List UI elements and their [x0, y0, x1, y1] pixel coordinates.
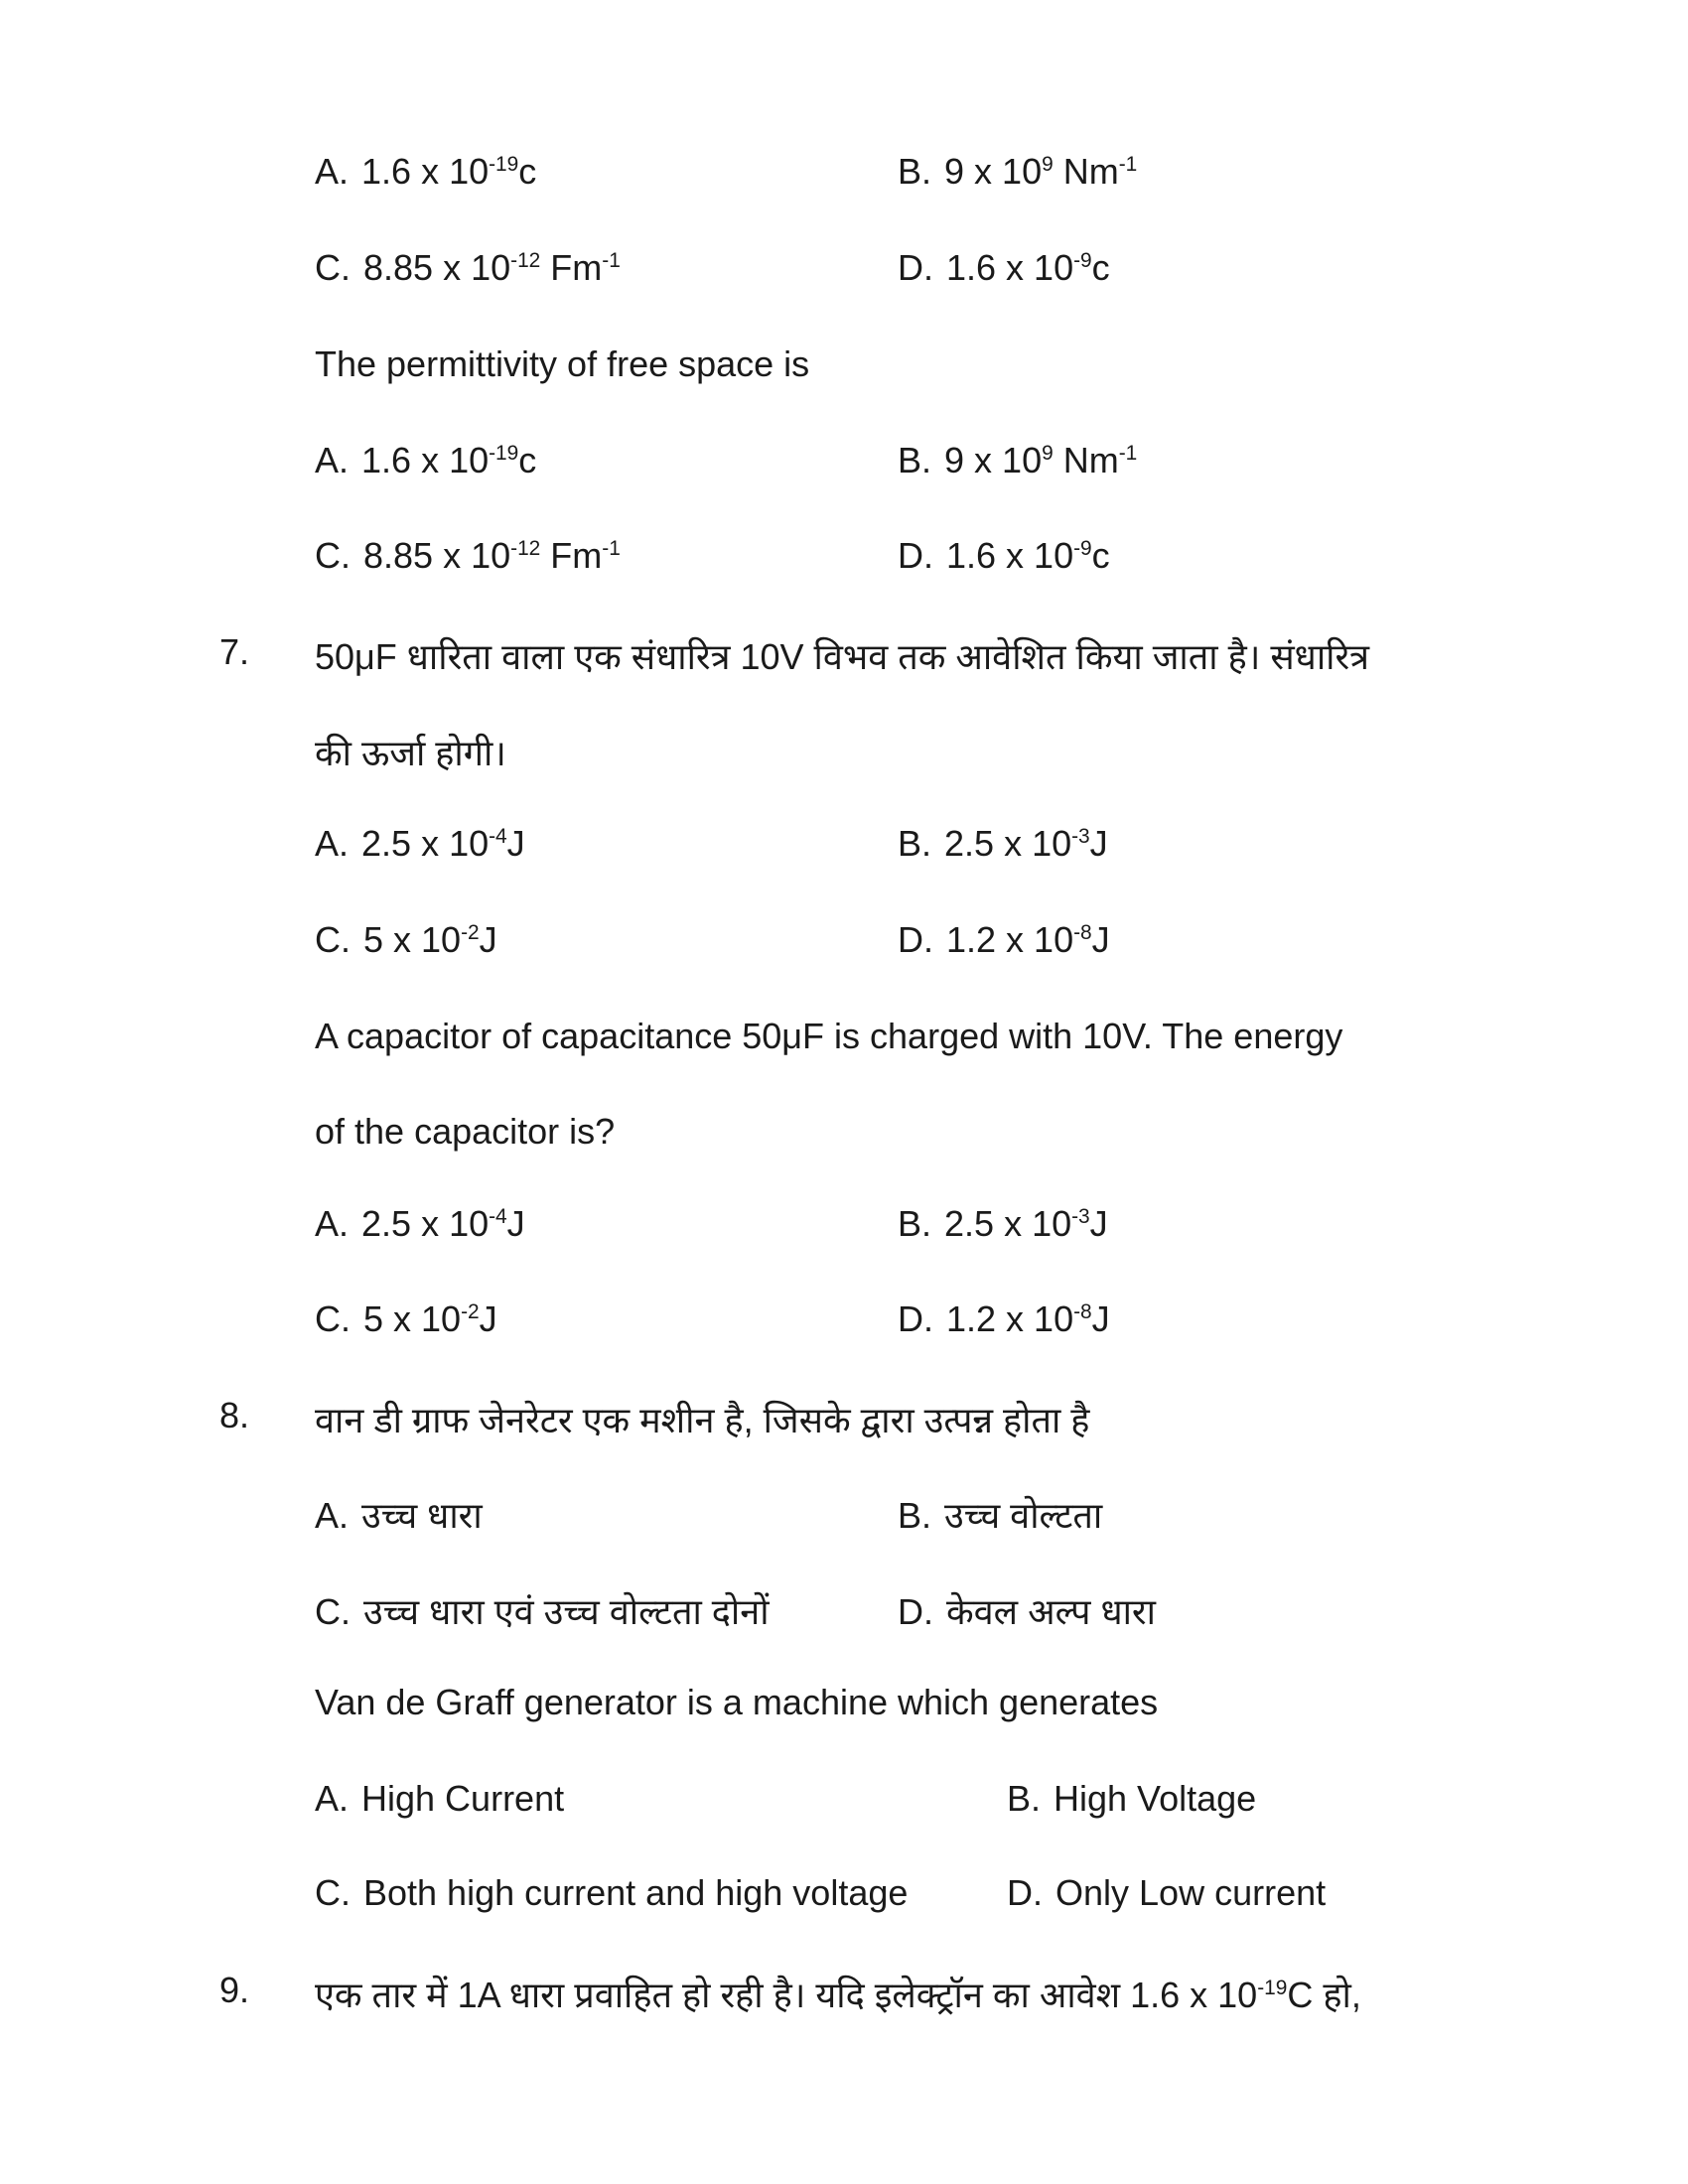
option-c-value: 5 x $10^{-2}J$: [363, 1298, 497, 1339]
option-d-value: केवल अल्प धारा: [946, 1591, 1156, 1632]
option-a-label: A.: [315, 1495, 350, 1536]
question-text: The permittivity of free space is: [315, 343, 810, 384]
options-row-cd: [0, 535, 1688, 587]
option-b-label: B.: [898, 151, 932, 192]
question-number: 9.: [219, 1970, 250, 2010]
option-c-label: C.: [315, 1298, 351, 1339]
option-c-value: Both high current and high voltage: [363, 1872, 909, 1913]
option-d-value: 1.2 x $10^{-8}J$: [946, 919, 1110, 960]
option-c-value: उच्च धारा एवं उच्च वोल्टता दोनों: [363, 1591, 770, 1632]
question-text-english: [0, 343, 1688, 395]
question-7-hindi-line1: [0, 631, 1688, 683]
option-d: [898, 247, 1110, 289]
option-a-value: 2.5 x $10^{-4}J$: [361, 1203, 525, 1244]
option-d-label: D.: [1007, 1872, 1043, 1913]
option-d-label: D.: [898, 535, 933, 576]
question-text: की ऊर्जा होगी।: [315, 733, 506, 773]
option-a: [315, 1203, 525, 1245]
option-b-value: High Voltage: [1054, 1778, 1257, 1819]
question-7-hindi-line2: [0, 728, 1688, 779]
option-c-label: C.: [315, 1872, 351, 1913]
option-a-label: A.: [315, 151, 350, 192]
option-c-value: 5 x $10^{-2}J$: [363, 919, 497, 960]
option-c-label: C.: [315, 1591, 351, 1632]
option-d: [898, 919, 1110, 961]
option-b-value: 9 x $10^9$ $Nm^{-1}$: [944, 440, 1138, 480]
option-a: [315, 823, 525, 865]
question-number: 7.: [219, 631, 250, 672]
option-b-value: उच्च वोल्टता: [944, 1495, 1103, 1536]
option-d-label: D.: [898, 919, 933, 960]
option-d-label: D.: [898, 247, 933, 288]
option-a-value: High Current: [361, 1778, 565, 1819]
question-text: वान डी ग्राफ जेनरेटर एक मशीन है, जिसके द्वारा उत्पन्न होता है: [315, 1400, 1090, 1440]
option-b: [898, 1203, 1108, 1245]
option-d-value: Only Low current: [1055, 1872, 1327, 1913]
option-b: [898, 823, 1108, 865]
question-8-english: [0, 1682, 1688, 1733]
options-row-cd: [0, 919, 1688, 971]
option-c: [315, 535, 621, 577]
option-b-value: 2.5 x $10^{-3}J$: [944, 1203, 1108, 1244]
option-c: [315, 1586, 770, 1635]
question-text: of the capacitor is?: [315, 1111, 616, 1152]
option-c: [315, 919, 497, 961]
option-d-value: 1.2 x $10^{-8}J$: [946, 1298, 1110, 1339]
option-b: [1007, 1778, 1256, 1820]
question-8-hindi: [0, 1395, 1688, 1446]
question-text: Van de Graff generator is a machine which generates: [315, 1682, 1159, 1722]
question-7-english-line2: [0, 1111, 1688, 1162]
option-b: [898, 151, 1137, 193]
option-d-value: 1.6 x $10^{-9}c$: [946, 535, 1110, 576]
option-a: [315, 1778, 564, 1820]
option-a-label: A.: [315, 823, 350, 864]
options-row-ab: [0, 1490, 1688, 1542]
option-a: [315, 151, 536, 193]
option-d-value: 1.6 x $10^{-9}c$: [946, 247, 1110, 288]
option-b-label: B.: [898, 440, 932, 480]
option-c-label: C.: [315, 247, 351, 288]
option-d-label: D.: [898, 1591, 933, 1632]
option-a-value: 2.5 x $10^{-4}J$: [361, 823, 525, 864]
option-a-value: 1.6 x $10^{-19}c$: [361, 440, 537, 480]
options-row-ab: [0, 1778, 1688, 1830]
option-c-value: 8.85 x $10^{-12}$ $Fm^{-1}$: [363, 535, 621, 576]
option-b-label: B.: [898, 1203, 932, 1244]
question-number: 8.: [219, 1395, 250, 1435]
option-d: [898, 1586, 1156, 1635]
question-text: 50μF धारिता वाला एक संधारित्र 10V विभव तक आवेशित किया जाता है। संधारित्र: [315, 636, 1370, 677]
option-c-value: 8.85 x $10^{-12}$ $Fm^{-1}$: [363, 247, 621, 288]
option-a-value: 1.6 x $10^{-19}c$: [361, 151, 537, 192]
options-row-ab: [0, 1203, 1688, 1255]
option-c: [315, 1298, 497, 1340]
option-a: [315, 1490, 483, 1539]
option-d: [1007, 1872, 1326, 1914]
option-b-value: 9 x $10^9$ $Nm^{-1}$: [944, 151, 1138, 192]
options-row-cd: [0, 247, 1688, 299]
option-a-value: उच्च धारा: [361, 1495, 483, 1536]
option-c-label: C.: [315, 919, 351, 960]
question-7-english-line1: [0, 1016, 1688, 1067]
option-d: [898, 535, 1110, 577]
option-a: [315, 440, 536, 481]
question-text: A capacitor of capacitance 50μF is charged with 10V. The energy: [315, 1016, 1343, 1056]
option-d: [898, 1298, 1110, 1340]
option-d-label: D.: [898, 1298, 933, 1339]
question-9-hindi: [0, 1970, 1688, 2021]
option-b: [898, 1490, 1102, 1539]
option-a-label: A.: [315, 1203, 350, 1244]
options-row-ab: [0, 151, 1688, 203]
option-b-label: B.: [898, 1495, 932, 1536]
options-row-ab: [0, 823, 1688, 875]
option-b: [898, 440, 1137, 481]
option-c: [315, 247, 621, 289]
options-row-cd: [0, 1298, 1688, 1350]
options-row-cd: [0, 1872, 1688, 1924]
option-c: [315, 1872, 908, 1914]
option-a-label: A.: [315, 1778, 350, 1819]
question-text: एक तार में 1A धारा प्रवाहित हो रही है। यदि इलेक्ट्रॉन का आवेश 1.6 x $10^{-19}C$ हो,: [315, 1975, 1361, 2015]
options-row-ab: [0, 440, 1688, 491]
option-b-label: B.: [1007, 1778, 1042, 1819]
option-c-label: C.: [315, 535, 351, 576]
option-b-label: B.: [898, 823, 932, 864]
options-row-cd: [0, 1586, 1688, 1638]
option-b-value: 2.5 x $10^{-3}J$: [944, 823, 1108, 864]
option-a-label: A.: [315, 440, 350, 480]
